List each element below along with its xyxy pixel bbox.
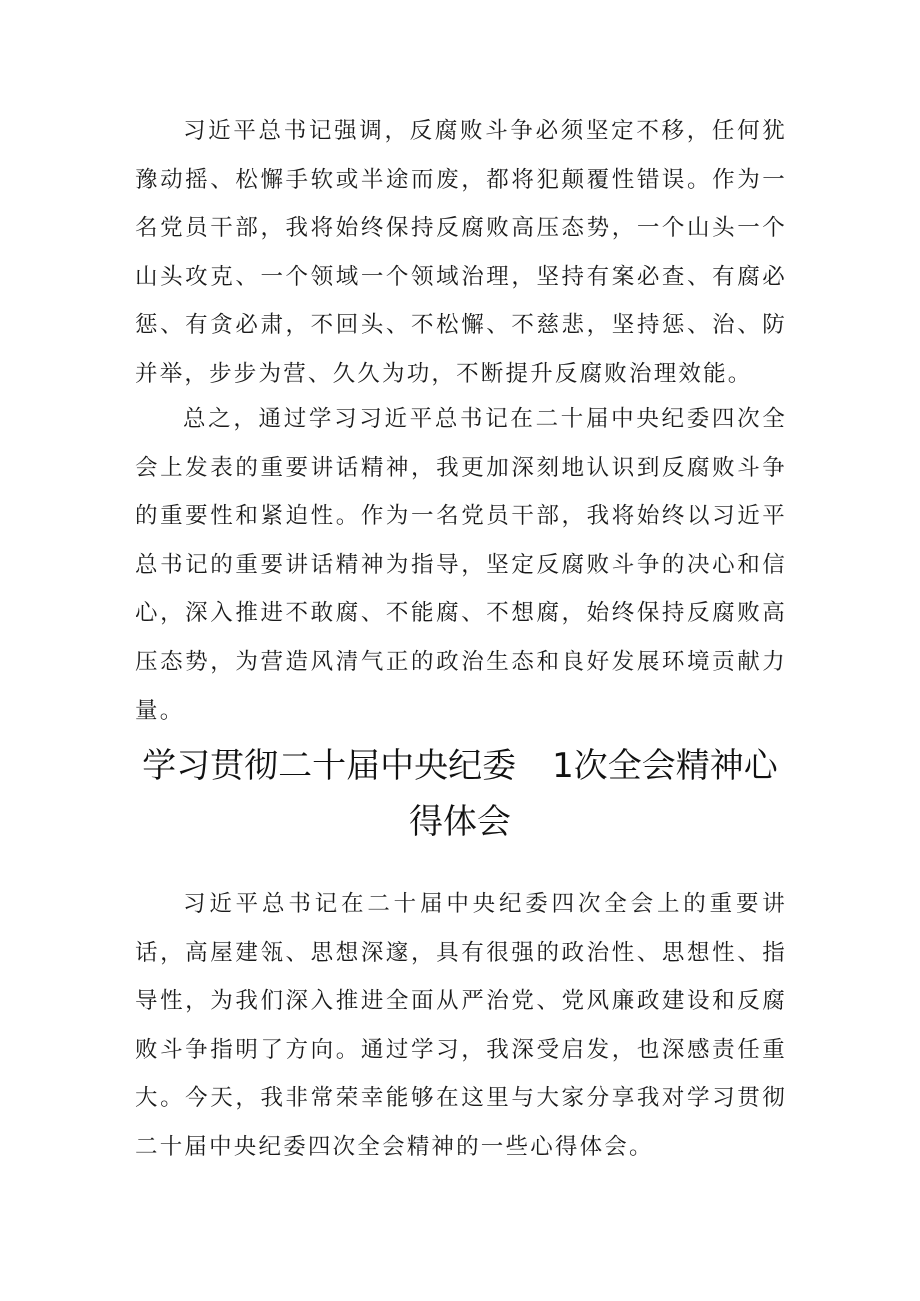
title-part-1: 学习贯彻二十届中央纪委 [142, 746, 517, 786]
title-part-2: 1次全会精神心得体会 [409, 746, 778, 842]
section-title [130, 738, 790, 850]
paragraph-conclusion: 总之，通过学习习近平总书记在二十届中央纪委四次全会上发表的重要讲话精神，我更加深刻地认识到反腐败斗争的重要性和紧迫性。作为一名党员干部，我将始终以习近平总书记的重要讲话精神为指导，坚定反腐败斗争的决心和信心，深入推进不敢腐、不能腐、不想腐，始终保持反腐败高压态势，为营造风清气正的政治生态和良好发展环境贡献力量。 [135, 406, 787, 724]
paragraph-introduction: 习近平总书记在二十届中央纪委四次全会上的重要讲话，高屋建瓴、思想深邃，具有很强的政治性、思想性、指导性，为我们深入推进全面从严治党、党风廉政建设和反腐败斗争指明了方向。通过学习，我深受启发，也深感责任重大。今天，我非常荣幸能够在这里与大家分享我对学习贯彻二十届中央纪委四次全会精神的一些心得体会。 [135, 891, 787, 1160]
paragraph-anti-corruption-resolve: 习近平总书记强调，反腐败斗争必须坚定不移，任何犹豫动摇、松懈手软或半途而废，都将犯颠覆性错误。作为一名党员干部，我将始终保持反腐败高压态势，一个山头一个山头攻克、一个领域一个领域治理，坚持有案必查、有腐必惩、有贪必肃，不回头、不松懈、不慈悲，坚持惩、治、防并举，步步为营、久久为功，不断提升反腐败治理效能。 [135, 118, 787, 387]
